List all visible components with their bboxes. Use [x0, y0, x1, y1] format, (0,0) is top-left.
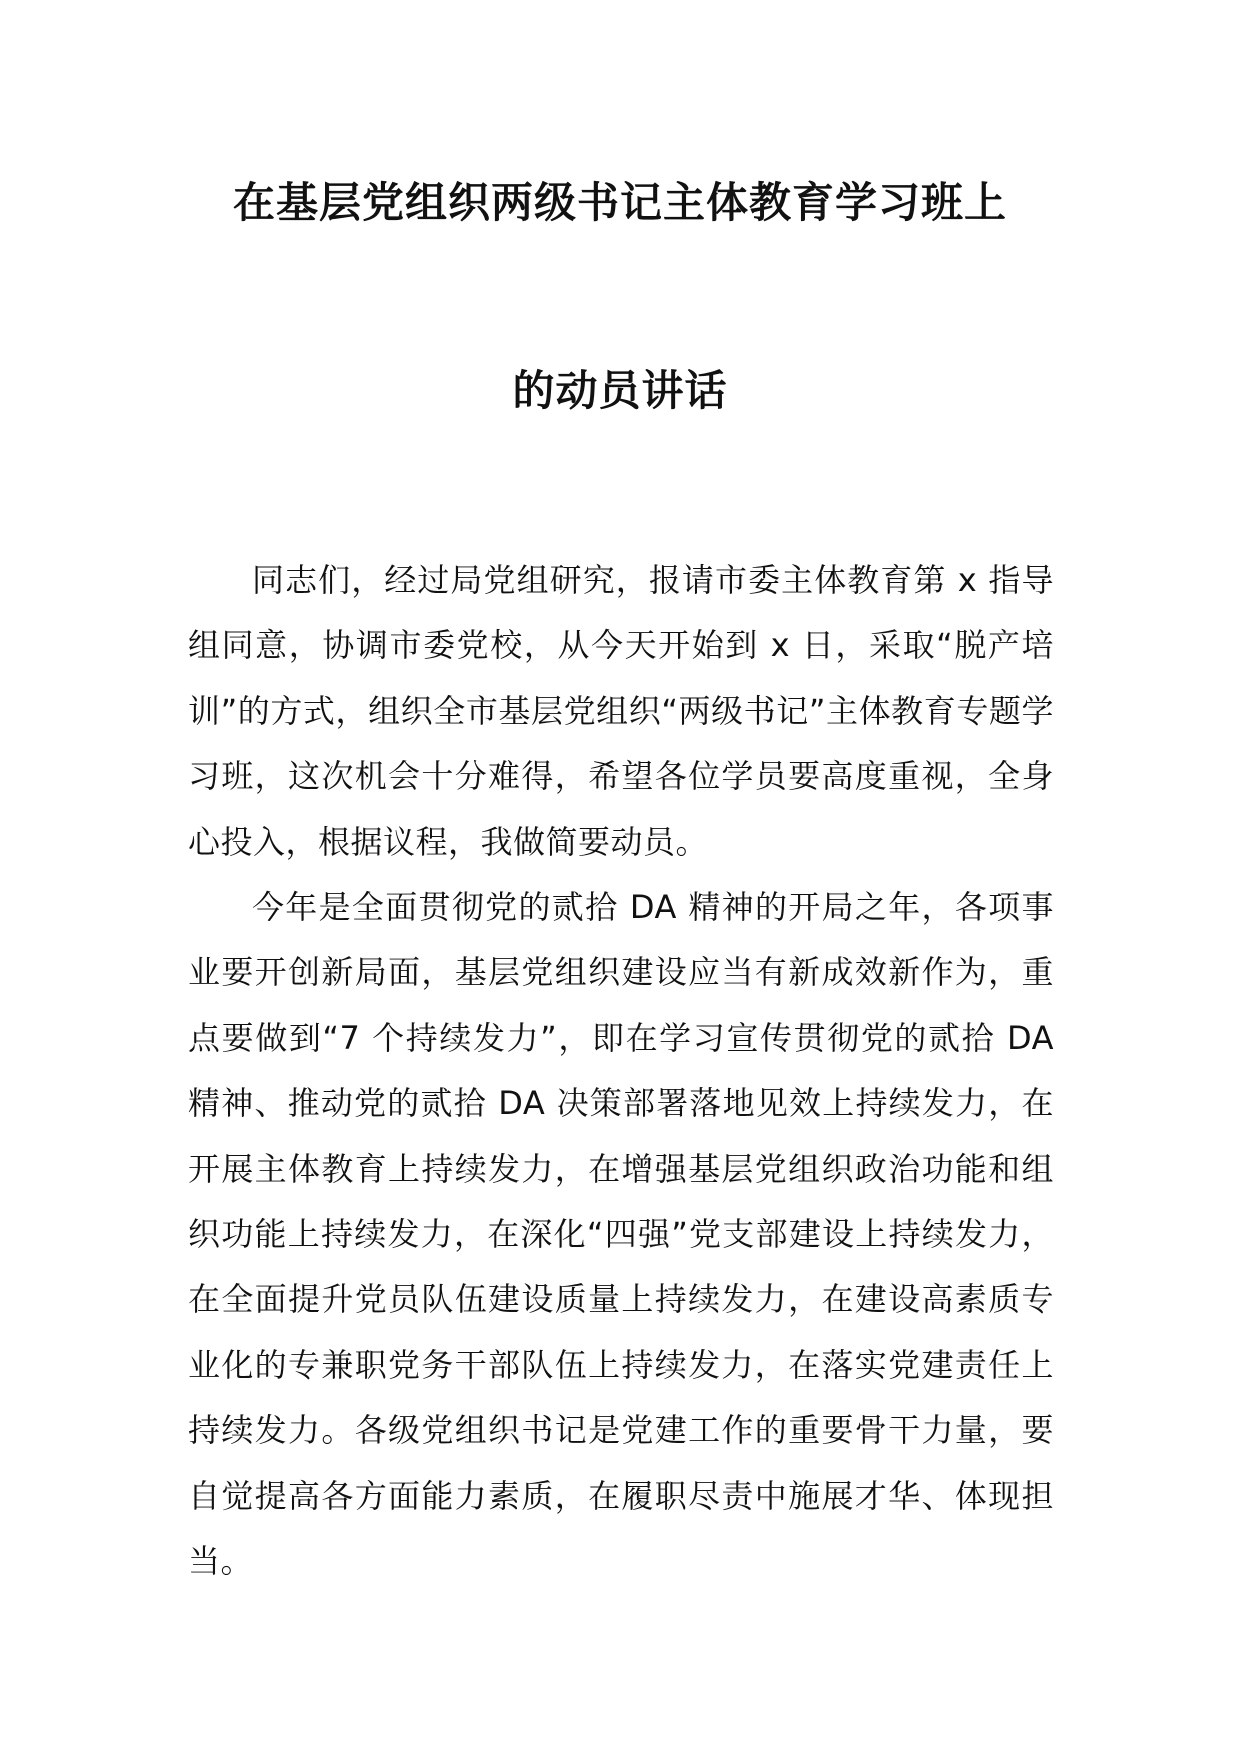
body-paragraph-1: 同志们，经过局党组研究，报请市委主体教育第 x 指导组同意，协调市委党校，从今天开始到 x 日，采取“脱产培训”的方式，组织全市基层党组织“两级书记”主体教育专题学习班，这次机会十分难得，希望各位学员要高度重视，全身心投入，根据议程，我做简要动员。: [188, 561, 1054, 861]
document-body: [188, 548, 1054, 1595]
document-title-line-2: 的动员讲话: [512, 366, 728, 415]
document-title-line-1: 在基层党组织两级书记主体教育学习班上: [232, 178, 1007, 227]
body-paragraph-2: 今年是全面贯彻党的贰拾 DA 精神的开局之年，各项事业要开创新局面，基层党组织建设应当有新成效新作为，重点要做到“7 个持续发力”，即在学习宣传贯彻党的贰拾 DA 精神、推动党的贰拾 DA 决策部署落地见效上持续发力，在开展主体教育上持续发力，在增强基层党组织政治功能和组织功能上持续发力，在深化“四强”党支部建设上持续发力，在全面提升党员队伍建设质量上持续发力，在建设高素质专业化的专兼职党务干部队伍上持续发力，在落实党建责任上持续发力。各级党组织书记是党建工作的重要骨干力量，要自觉提高各方面能力素质，在履职尽责中施展才华、体现担当。: [188, 888, 1054, 1581]
